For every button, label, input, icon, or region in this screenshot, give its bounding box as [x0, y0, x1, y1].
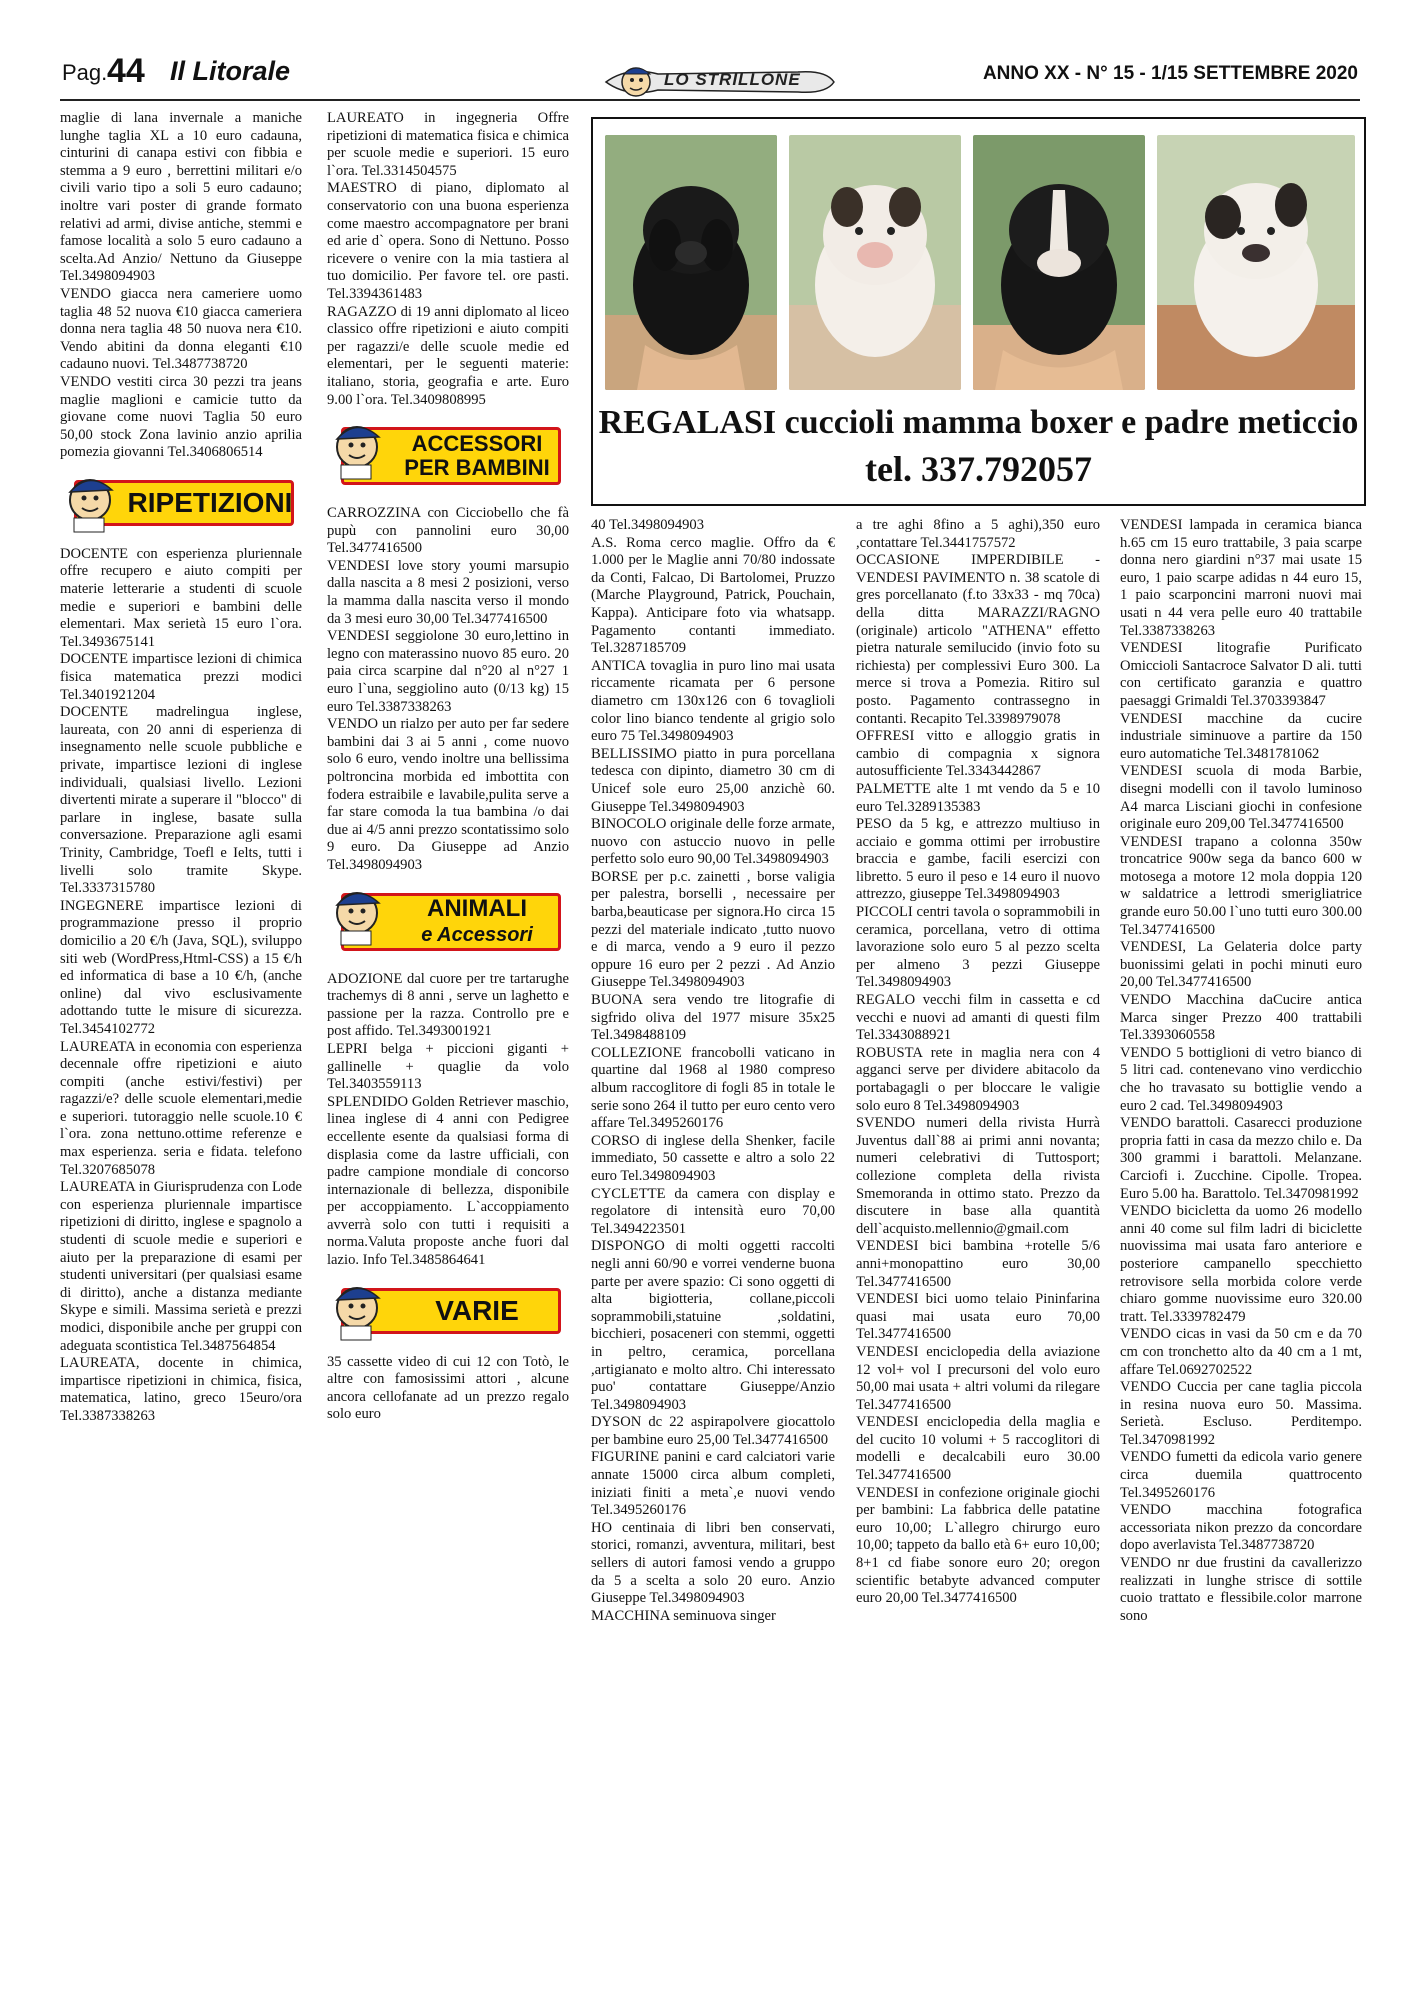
- list-item: a tre aghi 8fino a 5 aghi),350 euro ,contattare Tel.3441757572: [856, 517, 1100, 551]
- section-title: ACCESSORI: [411, 431, 543, 457]
- list-item: VENDO Macchina daCucire antica Marca singer Prezzo 400 trattabili Tel.3393060558: [1120, 992, 1362, 1044]
- list-item: LAUREATA, docente in chimica, impartisce ripetizioni in chimica, fisica, matematica, latino, greco 15euro/ora Tel.3387338263: [60, 1355, 302, 1424]
- list-item: VENDESI in confezione originale giochi per bambini: La fabbrica delle patatine euro 10,00; L`allegro chirurgo euro 10,00; tappeto da ballo età 6+ euro 10,00; 8+1 cd fiabe sonore euro 20; oregon scientific betabyte advanced computer euro 20,00 Tel.3477416500: [856, 1484, 1100, 1607]
- section-title: RIPETIZIONI: [127, 487, 293, 519]
- ad-phone: tel. 337.792057: [865, 449, 1092, 489]
- page-label: Pag.: [62, 60, 108, 85]
- list-item: VENDESI, La Gelateria dolce party buonissimi gelati in pochi minuti euro 20,00 Tel.3477416500: [1120, 939, 1362, 991]
- list-item: OCCASIONE IMPERDIBILE - VENDESI PAVIMENTO n. 38 scatole di gres porcellanato (f.to 33x33 - mq 70ca) della ditta MARAZZI/RAGNO (originale) articolo "ATHENA" effetto pietra naturale semilucido (invio foto su richiesta) per complessivi Euro 300. La merce si trova a Pomezia. Ritiro sul posto. Pagamento contrassegno in contanti. Recapito Tel.3398979078: [856, 552, 1100, 727]
- column-1: [60, 110, 302, 1990]
- list-item: VENDESI enciclopedia della aviazione 12 vol+ vol I precursoni del volo euro 50,00 mai usata + altri volumi da rilegare Tel.3477416500: [856, 1343, 1100, 1413]
- list-item: ROBUSTA rete in maglia nera con 4 agganci serve per dividere abitacolo da portabagagli o per bloccare le valigie solo euro 8 Tel.3498094903: [856, 1044, 1100, 1114]
- section-banner-ripetizioni: [60, 472, 302, 534]
- lo-strillone-logo: [598, 60, 838, 104]
- list-item: PICCOLI centri tavola o soprammobili in ceramica, porcellana, vetro di ottima lavorazione solo euro 5 al pezzo scelta per almeno 3 pezzi Giuseppe Tel.3498094903: [856, 904, 1100, 991]
- logo-text: LO STRILLONE: [664, 70, 801, 89]
- list-item: VENDESI scuola di moda Barbie, disegni modelli con il tavolo luminoso A4 marca Lisciani giochi in confesione originale euro 209,00 Tel.3477416500: [1120, 763, 1362, 833]
- list-item: VENDO bicicletta da uomo 26 modello anni 40 come sul film ladri di biciclette nuovissima mai usata faro anteriore e posteriore campanello specchietto retrovisore sella morbida colore verde chiaro gomme nuovissime euro 320.00 tratt. Tel.3339782479: [1120, 1203, 1362, 1325]
- list-item: BORSE per p.c. zainetti , borse valigia per palestra, borselli , necessaire per barba,beauticase per signora.Ho circa 15 pezzi del materiale indicato ,tutto nuovo e di marca, vendo a 9 euro il pezzo oppure 16 euro per 2 pezzi . Ad Anzio Giuseppe Tel.3498094903: [591, 868, 835, 991]
- list-item: ANTICA tovaglia in puro lino mai usata riccamente ricamata per 6 persone diametro cm 130x126 con 6 tovaglioli color lino bianco tendente al grigio solo euro 75 Tel.3498094903: [591, 657, 835, 745]
- column-2: [327, 110, 569, 1990]
- list-item: LAUREATA in Giurisprudenza con Lode con esperienza pluriennale impartisce ripetizioni di diritto, inglese e spagnolo a studenti di scuole medie e superiori e aiuto per la preparazione di esami per studenti universitari (per qualsiasi esame di diritto), anche a distanza mediante Skype e simili. Massima serietà e prezzi modici, disponibile anche per gruppi con adeguata scontistica Tel.3487564854: [60, 1179, 302, 1354]
- section-title: VARIE: [435, 1294, 519, 1326]
- puppy-photo-2: [789, 135, 961, 390]
- section-title: ANIMALI: [427, 894, 527, 922]
- list-item: SPLENDIDO Golden Retriever maschio, linea inglese di 4 anni con Pedigree eccellente esente da qualsiasi forma di displasia come da lastre ufficiali, con padre campione mondiale di concorso internazionale di bellezza, disponibile per accoppiamento. L`accoppiamento avverrà solo con tutti i requisiti a norma.Valuta proposte anche fuori dal lazio. Info Tel.3485864641: [327, 1093, 569, 1269]
- list-item: VENDO barattoli. Casarecci produzione propria fatti in casa da mezzo chilo e. Da 300 grammi i barattoli. Melanzane. Carciofi i. Zucchine. Cipolle. Tropea. Euro 5.00 ha. Barattolo. Tel.3470981992: [1120, 1115, 1362, 1202]
- issue-info: ANNO XX - N° 15 - 1/15 SETTEMBRE 2020: [982, 63, 1358, 84]
- list-item: A.S. Roma cerco maglie. Offro da € 1.000 per le Maglie anni 70/80 indossate da Conti, Falcao, Di Bartolomei, Pruzzo (Marche Playground, Patrick, Pouchain, Kappa). Anticipare foto via whatsapp. Pagamento contanti immediato. Tel.3287185709: [591, 534, 835, 657]
- list-item: RAGAZZO di 19 anni diplomato al liceo classico offre ripetizioni e aiuto compiti per ragazzi/e delle scuole medie ed elementari, per le seguenti materie: italiano, storia, geografia e arte. Euro 9.00 l`ora. Tel.3409808995: [327, 303, 569, 408]
- puppy-photo-4: [1157, 135, 1355, 390]
- list-item: VENDESI enciclopedia della maglia e del cucito 10 volumi + 5 raccoglitori di modelli e decalcabili euro 30.00 Tel.3477416500: [856, 1414, 1100, 1484]
- section-banner-varie: [327, 1280, 569, 1342]
- list-item: PALMETTE alte 1 mt vendo da 5 e 10 euro Tel.3289135383: [856, 780, 1100, 815]
- list-item: VENDESI bici bambina +rotelle 5/6 anni+monopattino euro 30,00 Tel.3477416500: [856, 1238, 1100, 1290]
- newsboy-mascot-icon: [327, 419, 391, 481]
- list-item: MACCHINA seminuova singer: [591, 1607, 776, 1624]
- list-item: INGEGNERE impartisce lezioni di programmazione presso il proprio domicilio a 20 €/h (Java, SQL), sviluppo siti web (WordPress,Html-CSS) a 15 €/h ed informatica di base a 10 €/h, (anche online) dal vivo esclusivamente adottando tutte le misure di sicurezza. Tel.3454102772: [60, 897, 302, 1037]
- list-item: VENDO fumetti da edicola vario genere circa duemila quattrocento Tel.3495260176: [1120, 1449, 1362, 1501]
- section-banner-animali: [327, 885, 569, 959]
- list-item: CYCLETTE da camera con display e regolatore di intensità euro 70,00 Tel.3494223501: [591, 1185, 835, 1237]
- column-5: [1120, 517, 1362, 1990]
- list-item: VENDO un rialzo per auto per far sedere bambini dai 3 ai 5 anni , come nuovo solo 6 euro, vendo inoltre una bellissima poltroncina morbida ed imbottita con fodera estraibile e lavabile,pulita serve a far stare comoda la tua bambina /o dai due ai 4/5 anni prezzo scontatissimo solo 9 euro. Da Giuseppe ad Anzio Tel.3498094903: [327, 716, 569, 873]
- list-item: VENDESI macchine da cucire industriale siminuove a partire da 150 euro automatiche Tel.3481781062: [1120, 710, 1362, 762]
- list-item: VENDESI seggiolone 30 euro,lettino in legno con materassino nuovo 85 euro. 20 paia circa scarpine dal n°20 al n°27 1 euro l`una, seggiolino auto (0/13 kg) 15 euro Tel.3387338263: [327, 628, 569, 715]
- puppy-photo-1: [605, 135, 777, 390]
- list-item: BUONA sera vendo tre litografie di sigfrido oliva del 1977 misure 35x25 Tel.3498488109: [591, 992, 835, 1044]
- list-item: VENDESI love story youmi marsupio dalla nascita a 8 mesi 2 posizioni, verso la mamma dalla nascita verso il mondo da 3 mesi euro 30,00 Tel.3477416500: [327, 557, 569, 627]
- list-item: VENDO 5 bottiglioni di vetro bianco di 5 litri cad. contenevano vino verdicchio che ho travasato su bottiglie vendo a euro 2 cad. Tel.3498094903: [1120, 1044, 1362, 1114]
- list-item: 40 Tel.3498094903: [591, 517, 705, 533]
- list-item: OFFRESI vitto e alloggio gratis in cambio di compagnia x signora autosufficiente Tel.3343442867: [856, 728, 1100, 780]
- list-item: VENDO giacca nera cameriere uomo taglia 48 52 nuova €10 giacca cameriera donna nera taglia 48 50 nuova nera €10. Vendo abitini da donna eleganti €10 cadauno nuovi. Tel.3487738720: [60, 285, 302, 373]
- list-item: ADOZIONE dal cuore per tre tartarughe trachemys di 8 anni , serve un laghetto e passione per la razza. Controllo pre e post affido. Tel.3493001921: [327, 970, 569, 1040]
- list-item: 35 cassette video di cui 12 con Totò, le altre con famosissimi attori , alcune ancora cellofanate ad un prezzo regalo solo euro: [327, 1353, 569, 1423]
- list-item: VENDO Cuccia per cane taglia piccola in resina nuova euro 50. Massima. Serietà. Escluso. Perditempo. Tel.3470981992: [1120, 1379, 1362, 1448]
- list-item: VENDESI trapano a colonna 350w troncatrice 900w sega da banco 600 w motosega a motore 12 mola doppia 120 w saldatrice a lettrodi smerigliatrice grande euro 50.00 l`uno tutti euro 300.00 Tel.3477416500: [1120, 833, 1362, 938]
- list-item: SVENDO numeri della rivista Hurrà Juventus dall`88 ai primi anni novanta; numeri celebrativi di Tuttosport; collezione completa della rivista Smemoranda in ottimo stato. Prezzo da discutere in base alla quantità dell`acquisto.mellennio@gmail.com: [856, 1115, 1100, 1237]
- list-item: CARROZZINA con Cicciobello che fà pupù con pannolini euro 30,00 Tel.3477416500: [327, 505, 569, 557]
- list-item: VENDO macchina fotografica accessoriata nikon prezzo da concordare dopo averlavista Tel.3487738720: [1120, 1502, 1362, 1554]
- newsboy-mascot-icon: [327, 885, 391, 947]
- list-item: LAUREATO in ingegneria Offre ripetizioni di matematica fisica e chimica per scuole medie e superiori. 15 euro l`ora. Tel.3314504575: [327, 110, 569, 179]
- list-item: DOCENTE con esperienza pluriennale offre recupero e aiuto compiti per materie letterarie a studenti di scuole medie e superiori e bambini delle elementari. Max serietà 15 euro l`ora. Tel.3493675141: [60, 545, 302, 650]
- list-item: COLLEZIONE francobolli vaticano in quartine dal 1968 al 1980 compreso album raccoglitore di fogli 85 in totale le serie sono 264 il tutto per euro cento vero affare Tel.3495260176: [591, 1044, 835, 1132]
- list-item: FIGURINE panini e card calciatori varie annate 15000 circa album completi, iniziati finiti a meta`,e nuovi vendo Tel.3495260176: [591, 1449, 835, 1519]
- list-item: DISPONGO di molti oggetti raccolti negli anni 60/90 e vorrei venderne buona parte per avere spazio: Ci sono oggetti di alta bigiotteria, collane,piccoli soprammobili,statuine ,soldatini, bicchieri, posaceneri con stemmi, oggetti in peltro, ceramica, porcellana ,artigianato e molto altro. Chi interessato puo' contattare Giuseppe/Anzio Tel.3498094903: [591, 1238, 835, 1413]
- list-item: BELLISSIMO piatto in pura porcellana tedesca con dipinto, diametro 30 cm di Unicef sole euro 25,00 anzichè 60. Giuseppe Tel.3498094903: [591, 745, 835, 815]
- list-item: HO centinaia di libri ben conservati, storici, romanzi, avventura, militari, best sellers di autori famosi vendo a gruppo da 5 a scelta a solo 20 euro. Anzio Giuseppe Tel.3498094903: [591, 1519, 835, 1607]
- list-item: VENDO vestiti circa 30 pezzi tra jeans maglie maglioni e camicie tutto da giovane come nuovi Taglia 50 euro 50,00 stock Zona lavinio anzio aprilia pomezia giovanni Tel.3406806514: [60, 373, 302, 461]
- list-item: VENDO nr due frustini da cavallerizzo realizzati in lunghe strisce di sottile cuoio trattato e flessibile.color marrone sono: [1120, 1555, 1362, 1624]
- section-banner-accessori: [327, 419, 569, 493]
- puppy-photo-3: [973, 135, 1145, 390]
- list-item: CORSO di inglese della Shenker, facile immediato, 50 cassette e altro a solo 22 euro Tel.3498094903: [591, 1132, 835, 1184]
- column-3: [591, 517, 835, 1990]
- list-item: VENDO cicas in vasi da 50 cm e da 70 cm con tronchetto alto da 40 cm a 1 mt, affare Tel.0692702522: [1120, 1326, 1362, 1378]
- list-item: VENDESI litografie Purificato Omiccioli Santacroce Salvator D ali. tutti con certificato garanzia e quattro paesaggi Grimaldi Tel.3703393847: [1120, 640, 1362, 709]
- list-item: LEPRI belga + piccioni giganti + gallinelle + quaglie da volo Tel.3403559113: [327, 1040, 569, 1093]
- ad-headline: REGALASI cuccioli mamma boxer e padre meticcio: [598, 404, 1359, 441]
- list-item: VENDESI lampada in ceramica bianca h.65 cm 15 euro trattabile, 3 paia scarpe donna nero giardini n°37 mai usate 15 euro, 1 paio scarpe adidas n 44 euro 15, 1 paio scarponcini marroni nuovi mai usati n 44 vera pelle euro 40 trattabile Tel.3387338263: [1120, 517, 1362, 639]
- list-item: VENDESI bici uomo telaio Pininfarina quasi mai usata euro 70,00 Tel.3477416500: [856, 1291, 1100, 1343]
- header-rule: [60, 99, 1360, 101]
- list-item: REGALO vecchi film in cassetta e cd vecchi e nuovi ad amanti di questi film Tel.3343088921: [856, 992, 1100, 1044]
- list-item: PESO da 5 kg, e attrezzo multiuso in acciaio e gomma ottimi per irrobustire braccia e gambe, facili esercizi con libretto. 5 euro il peso e 14 euro il nuovo attrezzo, giuseppe Tel.3498094903: [856, 816, 1100, 903]
- list-item: MAESTRO di piano, diplomato al conservatorio con una buona esperienza come maestro accompagnatore per brani ed arie d` opera. Sono di Nettuno. Posso ricevere o venire con la mia tastiera al tuo domicilio. Per favore tel. ore pasti. Tel.3394361483: [327, 180, 569, 302]
- section-subtitle: e Accessori: [421, 923, 533, 946]
- puppies-ad: [591, 117, 1366, 506]
- section-subtitle: PER BAMBINI: [404, 455, 550, 481]
- paper-name: Il Litorale: [170, 56, 291, 86]
- newsboy-mascot-icon: [327, 1280, 391, 1342]
- list-item: LAUREATA in economia con esperienza decennale offre ripetizioni e aiuto compiti (anche estivi/festivi) per ragazzi/e? delle scuole elementari,medie e superiori. tutoraggio nelle scuole.10 € l`ora. zona nettuno.ottime referenze e max esperienza. seria e fidata. telefono Tel.3207685078: [60, 1038, 302, 1178]
- list-item: DOCENTE madrelingua inglese, laureata, con 20 anni di esperienza di insegnamento nelle scuole pubbliche e private, impartisce lezioni di inglese individuali, qualsiasi livello. Lezioni divertenti mirate a superare il "blocco" di parlare in inglese, basate sulla conversazione. Preparazione agli esami Trinity, Cambridge, Toefl e Ielts, tutti i livelli solo tramite Skype. Tel.3337315780: [60, 704, 302, 897]
- column-4: [856, 517, 1100, 1990]
- page-number: 44: [107, 52, 145, 90]
- newsboy-mascot-icon: [60, 472, 124, 534]
- list-item: BINOCOLO originale delle forze armate, nuovo con astuccio nuovo in pelle perfetto solo euro 90,00 Tel.3498094903: [591, 816, 835, 868]
- list-item: DOCENTE impartisce lezioni di chimica fisica matematica prezzi modici Tel.3401921204: [60, 651, 302, 703]
- list-item: DYSON dc 22 aspirapolvere giocattolo per bambine euro 25,00 Tel.3477416500: [591, 1414, 835, 1448]
- list-item: maglie di lana invernale a maniche lunghe taglia XL a 10 euro cadauna, cinturini di canapa estivi con fibbia e stemma a 9 euro , berrettini militari e/o civili vario tipo a soli 5 euro cadauno; inoltre vari poster di grande formato relativi ad armi, divise antiche, stemmi e famose località a solo 5 euro cadauno a scelta.Ad Anzio/ Nettuno da Giuseppe Tel.3498094903: [60, 110, 302, 285]
